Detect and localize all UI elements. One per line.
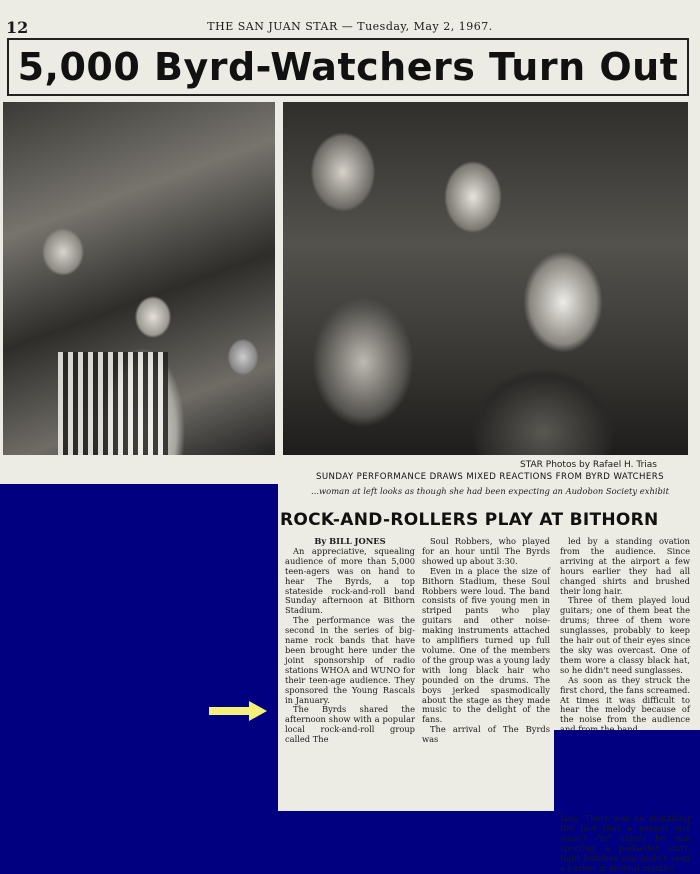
photo-credit: STAR Photos by Rafael H. Trias — [520, 460, 657, 470]
striped-pants-detail — [58, 352, 168, 455]
article-column-2 — [422, 537, 550, 745]
article-byline: By BILL JONES — [314, 536, 386, 546]
background-panel-right — [554, 730, 700, 811]
paragraph: The performance was the second in the series of big-name rock bands that have been brought here under the joint sponsorship of radio stations WHOA and WUNO for their teen-age audience. They sponsored the Young Rascals in January. — [285, 615, 415, 705]
page-headline: 5,000 Byrd-Watchers Turn Out — [17, 45, 679, 89]
yellow-arrow-icon — [209, 701, 267, 721]
photo-dancing-fans — [3, 102, 275, 455]
article-headline: ROCK-AND-ROLLERS PLAY AT BITHORN — [280, 510, 659, 530]
paragraph: The arrival of The Byrds was — [422, 724, 550, 745]
article-column-3 — [560, 537, 690, 874]
paragraph: led by a standing ovation from the audience. Since arriving at the airport a few hours earlier they had all changed shirts and brushed their long hair. — [560, 536, 690, 596]
paragraph: Even in a place the size of Bithorn Stadium, these Soul Robbers were loud. The band consists of five young men in striped pants who play guitars and other noise-making instruments attached to amplifiers turned up full volume. One of the members of the group was a young lady with long black hair who pounded on the drums. The boys jerked spasmodically about the stage as they made music to the delight of the fans. — [422, 565, 550, 725]
headline-box — [7, 38, 689, 96]
photo-caption: SUNDAY PERFORMANCE DRAWS MIXED REACTIONS FROM BYRD WATCHERS — [316, 472, 664, 482]
photo-subcaption: ...woman at left looks as though she had been expecting an Audobon Society exhibit — [311, 486, 669, 496]
page-number: 12 — [6, 18, 29, 37]
paragraph: Soul Robbers, who played for an hour until The Byrds showed up about 3:30. — [422, 536, 550, 566]
paragraph: Three of them played loud guitars; one of them beat the drums; three of them wore sunglasses, probably to keep the hair out of their eyes since the sky was overcast. One of them wore a classy black hat, so he didn't need sunglasses. — [560, 595, 690, 675]
article-column-1 — [285, 537, 415, 745]
paragraph: The Byrds shared the afternoon show with a popular local rock-and-roll group called The — [285, 704, 415, 745]
paragraph: An appreciative, squealing audience of more than 5,000 teen-agers was on hand to hear The Byrds, a top stateside rock-and-roll band Sunday afternoon at Bithorn Stadium. — [285, 545, 415, 616]
photo-audience-woman — [283, 102, 688, 455]
paragraph: fans. There was no mistaking the fact that a person just wasn't "in" unless he was sporting a polka-dot shirt, tight britches and hadn't seen a barber in several months. — [560, 813, 690, 873]
background-panel-left — [0, 484, 278, 811]
masthead: THE SAN JUAN STAR — Tuesday, May 2, 1967. — [207, 20, 493, 33]
paragraph: As soon as they struck the first chord, the fans screamed. At times it was difficult to hear the melody because of the noise from the audience — [560, 674, 690, 725]
